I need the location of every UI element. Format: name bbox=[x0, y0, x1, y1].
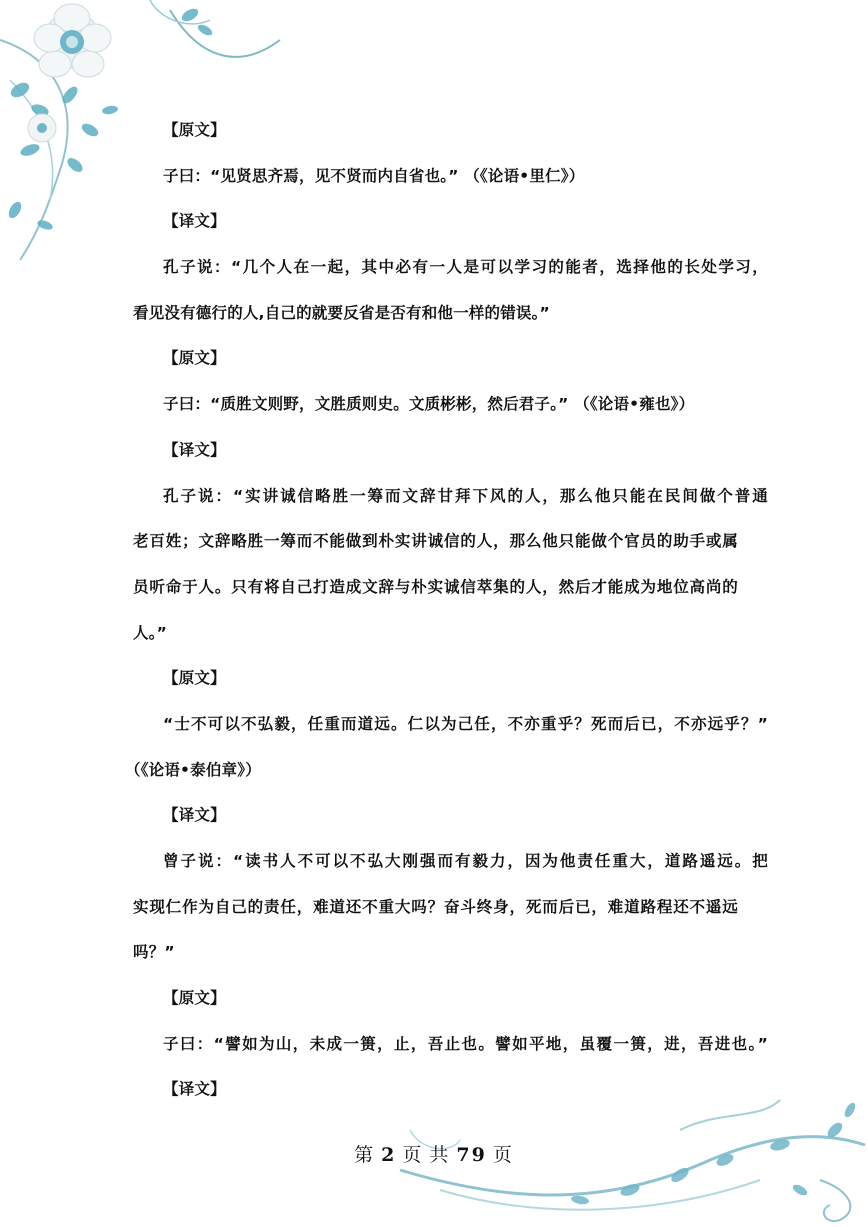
page-number-footer bbox=[0, 1140, 868, 1167]
text-line: （《论语•泰伯章》） bbox=[125, 761, 261, 779]
footer-page-word: 页 bbox=[402, 1144, 424, 1166]
text-line: 老百姓；文辞略胜一筹而不能做到朴实讲诚信的人，那么他只能做个官员的助手或属 bbox=[133, 532, 738, 550]
text-line: 吗？” bbox=[133, 943, 175, 961]
text-line: “士不可以不弘毅，任重而道远。仁以为己任，不亦重乎？死而后已，不亦远乎？” bbox=[163, 715, 768, 733]
text-line: 子曰：“譬如为山，未成一篑，止，吾止也。譬如平地，虽覆一篑，进，吾进也。” bbox=[163, 1035, 768, 1053]
footer-suffix: 页 bbox=[492, 1144, 514, 1166]
total-page-count: 79 bbox=[456, 1144, 487, 1166]
text-line: 子曰：“见贤思齐焉，见不贤而内自省也。” （《论语•里仁》） bbox=[163, 167, 585, 185]
section-heading-translation: 【译文】 bbox=[163, 1080, 226, 1098]
section-heading-original: 【原文】 bbox=[163, 121, 226, 139]
section-heading-original: 【原文】 bbox=[163, 989, 226, 1007]
text-line: 子曰：“质胜文则野，文胜质则史。文质彬彬，然后君子。” （《论语•雍也》） bbox=[163, 395, 695, 413]
text-line: 孔子说：“几个人在一起，其中必有一人是可以学习的能者，选择他的长处学习， bbox=[163, 258, 768, 276]
section-heading-translation: 【译文】 bbox=[163, 212, 226, 230]
section-heading-original: 【原文】 bbox=[163, 349, 226, 367]
text-line: 曾子说：“读书人不可以不弘大刚强而有毅力，因为他责任重大，道路遥远。把 bbox=[163, 852, 768, 870]
section-heading-original: 【原文】 bbox=[163, 669, 226, 687]
text-line: 看见没有德行的人,自己的就要反省是否有和他一样的错误。” bbox=[133, 304, 550, 322]
text-line: 实现仁作为自己的责任，难道还不重大吗？奋斗终身，死而后已，难道路程还不遥远 bbox=[133, 898, 738, 916]
text-line: 人。” bbox=[133, 624, 168, 642]
current-page-number: 2 bbox=[381, 1144, 397, 1166]
footer-prefix: 第 bbox=[354, 1144, 376, 1166]
section-heading-translation: 【译文】 bbox=[163, 806, 226, 824]
section-heading-translation: 【译文】 bbox=[163, 441, 226, 459]
footer-total-word: 共 bbox=[429, 1144, 451, 1166]
text-line: 孔子说：“实讲诚信略胜一筹而文辞甘拜下风的人，那么他只能在民间做个普通 bbox=[163, 487, 768, 505]
text-line: 员听命于人。只有将自己打造成文辞与朴实诚信萃集的人，然后才能成为地位高尚的 bbox=[133, 578, 738, 596]
